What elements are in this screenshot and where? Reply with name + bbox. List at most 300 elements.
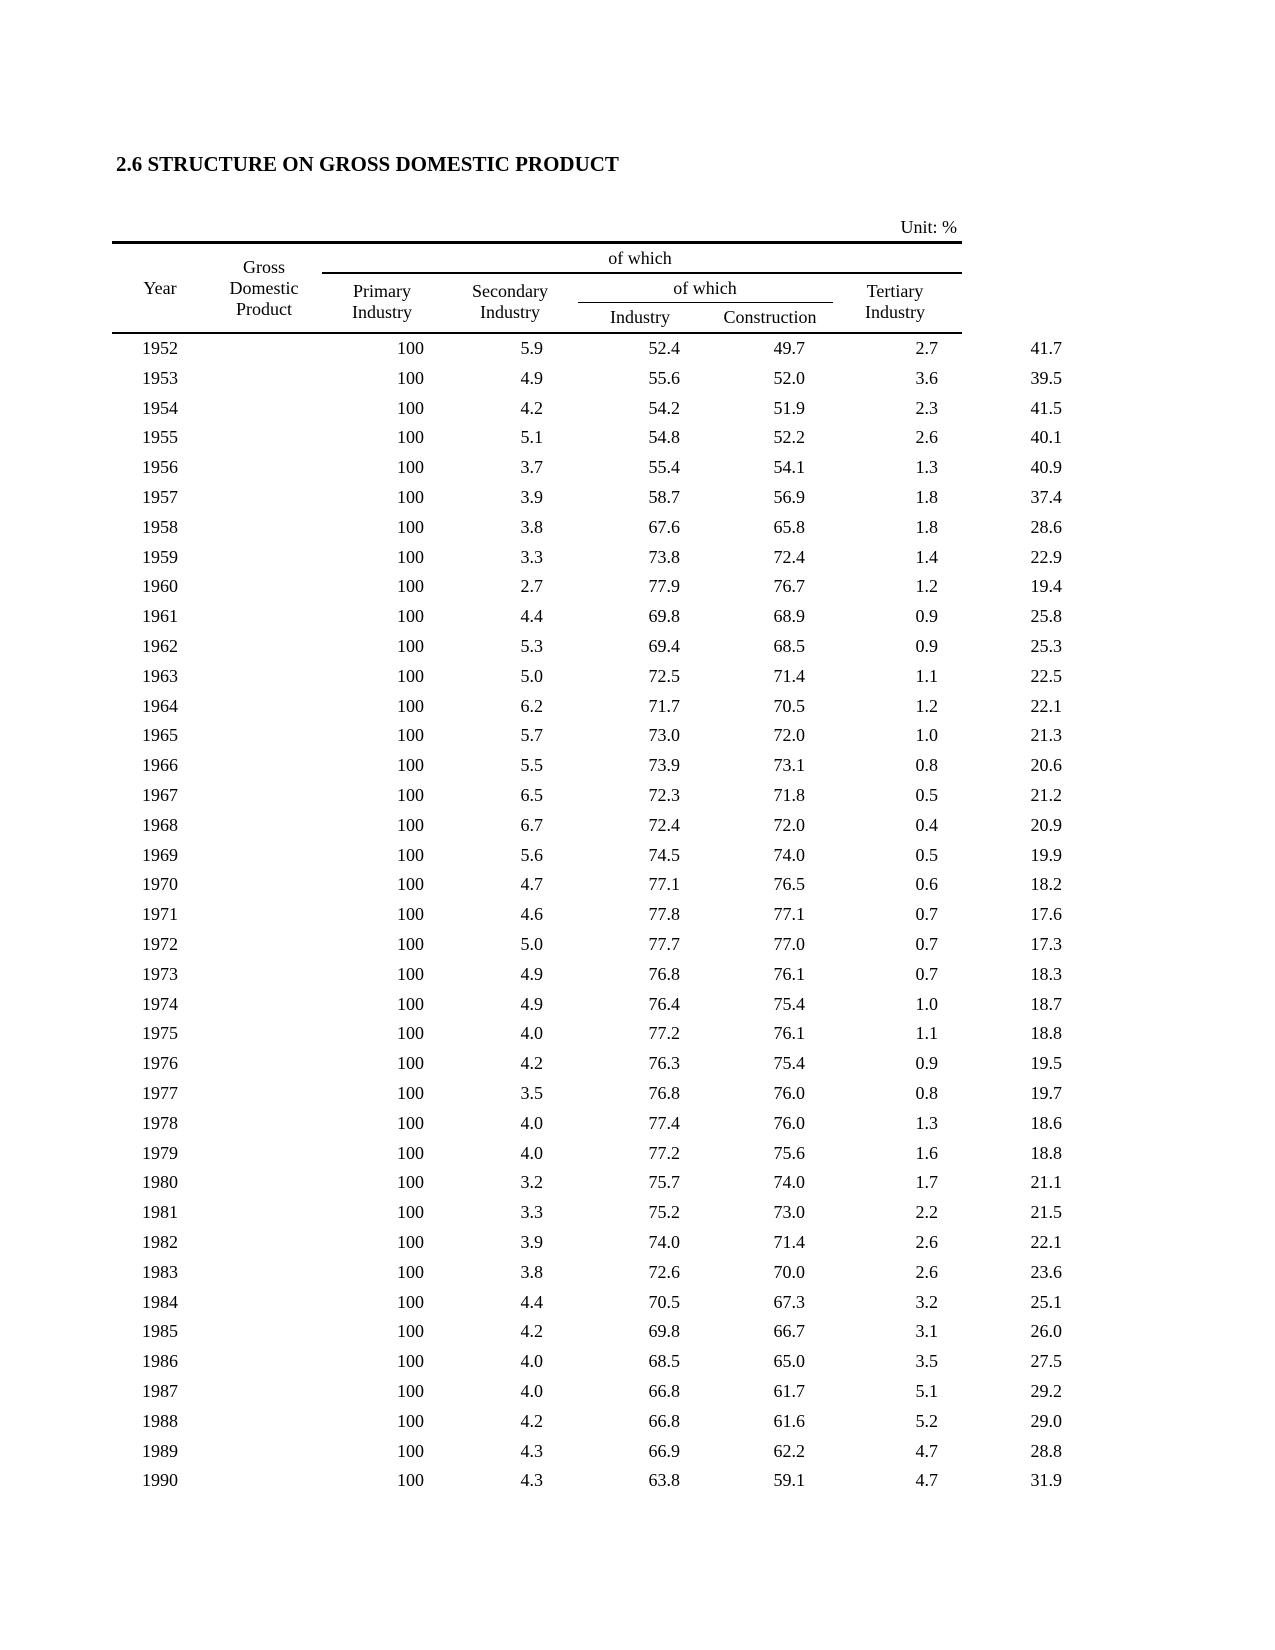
industry-cell: 49.7 [773,338,805,358]
table-row [112,393,1062,423]
secondary-cell: 69.8 [648,606,680,627]
tertiary-cell: 22.1 [1030,1232,1062,1252]
industry-cell: 71.8 [773,785,805,805]
secondary-cell: 74.5 [648,844,680,865]
construction-cell: 2.6 [915,427,938,448]
industry-cell: 65.0 [773,1351,805,1372]
primary-cell: 5.0 [520,665,543,686]
year-cell: 1965 [142,725,178,746]
table-row [112,840,1062,870]
table-row [112,1018,1062,1048]
gdp-cell: 100 [397,1172,424,1193]
primary-cell: 4.4 [520,1291,543,1312]
construction-cell: 2.6 [915,1261,938,1282]
table-row [112,1197,1062,1227]
table-row [112,1108,1062,1138]
table-row [112,869,1062,899]
table-row [112,780,1062,810]
year-cell: 1976 [142,1053,178,1074]
primary-cell: 5.9 [520,338,543,358]
secondary-cell: 73.8 [648,546,680,567]
primary-cell: 4.3 [520,1440,543,1461]
header-primary-line-1: Primary [353,281,411,301]
industry-cell: 75.4 [773,993,805,1014]
industry-cell: 61.7 [773,1381,805,1401]
tertiary-cell: 29.2 [1030,1381,1062,1401]
secondary-cell: 55.6 [648,367,680,388]
header-of-which: of which [608,248,672,268]
construction-cell: 1.3 [915,1112,938,1133]
industry-cell: 72.4 [773,546,805,567]
gdp-cell: 100 [397,695,424,716]
tertiary-cell: 39.5 [1030,367,1062,388]
tertiary-cell: 22.9 [1030,546,1062,567]
header-gdp [208,257,320,320]
industry-cell: 68.9 [773,606,805,627]
construction-cell: 4.7 [915,1440,938,1461]
construction-cell: 3.6 [915,367,938,388]
gdp-cell: 100 [397,397,424,418]
primary-cell: 3.2 [520,1172,543,1193]
year-cell: 1987 [142,1381,178,1401]
primary-cell: 5.1 [520,427,543,448]
gdp-cell: 100 [397,725,424,746]
gdp-cell: 100 [397,427,424,448]
construction-cell: 0.7 [915,934,938,954]
gdp-cell: 100 [397,1351,424,1372]
gdp-cell: 100 [397,1202,424,1223]
secondary-cell: 76.8 [648,963,680,984]
construction-cell: 0.7 [915,904,938,925]
gdp-cell: 100 [397,1440,424,1461]
primary-cell: 4.2 [520,1321,543,1342]
tertiary-cell: 28.6 [1030,516,1062,537]
construction-cell: 1.2 [915,576,938,597]
year-cell: 1972 [142,934,178,954]
table-row [112,482,1062,512]
construction-cell: 2.2 [915,1202,938,1223]
primary-cell: 3.9 [520,487,543,507]
secondary-cell: 54.2 [648,397,680,418]
table-top-rule [112,241,962,244]
primary-cell: 4.0 [520,1023,543,1044]
industry-cell: 76.1 [773,963,805,984]
table-row [112,1167,1062,1197]
industry-cell: 70.0 [773,1261,805,1282]
year-cell: 1988 [142,1410,178,1431]
year-cell: 1970 [142,874,178,895]
primary-cell: 4.9 [520,993,543,1014]
secondary-cell: 72.3 [648,785,680,805]
table-row [112,1257,1062,1287]
year-cell: 1974 [142,993,178,1014]
table-row [112,601,1062,631]
secondary-cell: 67.6 [648,516,680,537]
table-row [112,422,1062,452]
tertiary-cell: 21.3 [1030,725,1062,746]
table-row [112,929,1062,959]
table-row [112,1406,1062,1436]
table-row [112,1287,1062,1317]
year-cell: 1985 [142,1321,178,1342]
industry-cell: 76.1 [773,1023,805,1044]
table-row [112,1138,1062,1168]
industry-cell: 65.8 [773,516,805,537]
year-cell: 1973 [142,963,178,984]
table-row [112,1048,1062,1078]
gdp-cell: 100 [397,1083,424,1103]
construction-cell: 3.1 [915,1321,938,1342]
primary-cell: 4.2 [520,1410,543,1431]
secondary-cell: 55.4 [648,457,680,478]
primary-cell: 3.7 [520,457,543,478]
gdp-cell: 100 [397,665,424,686]
year-cell: 1967 [142,785,178,805]
table-row [112,661,1062,691]
header-secondary-line-2: Industry [480,302,540,322]
header-tertiary-line-1: Tertiary [866,281,924,301]
year-cell: 1979 [142,1142,178,1163]
tertiary-cell: 23.6 [1030,1261,1062,1282]
gdp-cell: 100 [397,606,424,627]
year-cell: 1986 [142,1351,178,1372]
industry-cell: 68.5 [773,636,805,656]
construction-cell: 0.6 [915,874,938,895]
primary-cell: 4.6 [520,904,543,925]
table-row [112,571,1062,601]
primary-cell: 4.0 [520,1381,543,1401]
gdp-cell: 100 [397,844,424,865]
tertiary-cell: 20.6 [1030,755,1062,776]
year-cell: 1981 [142,1202,178,1223]
header-primary [332,281,432,323]
gdp-cell: 100 [397,934,424,954]
construction-cell: 0.9 [915,1053,938,1074]
construction-cell: 3.2 [915,1291,938,1312]
table-row [112,750,1062,780]
gdp-cell: 100 [397,785,424,805]
year-cell: 1984 [142,1291,178,1312]
secondary-cell: 68.5 [648,1351,680,1372]
tertiary-cell: 18.8 [1030,1023,1062,1044]
tertiary-cell: 21.1 [1030,1172,1062,1193]
gdp-cell: 100 [397,1232,424,1252]
header-year: Year [143,278,177,298]
construction-cell: 1.6 [915,1142,938,1163]
industry-cell: 71.4 [773,1232,805,1252]
primary-cell: 4.0 [520,1142,543,1163]
primary-cell: 4.4 [520,606,543,627]
tertiary-cell: 17.6 [1030,904,1062,925]
primary-cell: 3.8 [520,516,543,537]
header-construction: Construction [723,307,817,327]
construction-cell: 1.0 [915,993,938,1014]
construction-cell: 1.8 [915,516,938,537]
tertiary-cell: 25.1 [1030,1291,1062,1312]
primary-cell: 2.7 [520,576,543,597]
construction-cell: 0.9 [915,636,938,656]
industry-cell: 62.2 [773,1440,805,1461]
gdp-cell: 100 [397,636,424,656]
construction-cell: 0.5 [915,785,938,805]
tertiary-cell: 29.0 [1030,1410,1062,1431]
secondary-cell: 76.4 [648,993,680,1014]
gdp-cell: 100 [397,457,424,478]
industry-cell: 72.0 [773,725,805,746]
construction-cell: 2.7 [915,338,938,358]
construction-cell: 0.8 [915,1083,938,1103]
primary-cell: 4.7 [520,874,543,895]
construction-cell: 0.9 [915,606,938,627]
industry-cell: 59.1 [773,1470,805,1491]
construction-cell: 4.7 [915,1470,938,1491]
secondary-cell: 77.2 [648,1023,680,1044]
year-cell: 1960 [142,576,178,597]
year-cell: 1961 [142,606,178,627]
table-row [112,1376,1062,1406]
table-row [112,363,1062,393]
secondary-cell: 76.8 [648,1083,680,1103]
tertiary-cell: 40.1 [1030,427,1062,448]
table-row [112,542,1062,572]
tertiary-cell: 41.5 [1030,397,1062,418]
secondary-cell: 63.8 [648,1470,680,1491]
primary-cell: 6.2 [520,695,543,716]
year-cell: 1990 [142,1470,178,1491]
tertiary-cell: 41.7 [1030,338,1062,358]
secondary-cell: 77.1 [648,874,680,895]
primary-cell: 4.9 [520,367,543,388]
tertiary-cell: 18.2 [1030,874,1062,895]
tertiary-cell: 18.8 [1030,1142,1062,1163]
industry-cell: 76.5 [773,874,805,895]
secondary-cell: 66.9 [648,1440,680,1461]
secondary-cell: 66.8 [648,1381,680,1401]
secondary-cell: 75.2 [648,1202,680,1223]
construction-cell: 1.4 [915,546,938,567]
year-cell: 1983 [142,1261,178,1282]
industry-cell: 72.0 [773,814,805,835]
header-tertiary [845,281,945,323]
header-industry: Industry [610,307,670,327]
year-cell: 1982 [142,1232,178,1252]
table-row [112,899,1062,929]
construction-cell: 1.3 [915,457,938,478]
unit-label: Unit: % [900,217,957,237]
primary-cell: 5.6 [520,844,543,865]
gdp-cell: 100 [397,1321,424,1342]
industry-cell: 76.0 [773,1083,805,1103]
industry-cell: 76.7 [773,576,805,597]
primary-cell: 4.2 [520,397,543,418]
primary-cell: 3.9 [520,1232,543,1252]
year-cell: 1980 [142,1172,178,1193]
gdp-cell: 100 [397,1381,424,1401]
industry-cell: 77.0 [773,934,805,954]
year-cell: 1958 [142,516,178,537]
construction-cell: 0.8 [915,755,938,776]
construction-cell: 2.6 [915,1232,938,1252]
table-row [112,512,1062,542]
tertiary-cell: 18.6 [1030,1112,1062,1133]
year-cell: 1978 [142,1112,178,1133]
tertiary-cell: 27.5 [1030,1351,1062,1372]
tertiary-cell: 21.2 [1030,785,1062,805]
table-row [112,1227,1062,1257]
primary-cell: 6.7 [520,814,543,835]
primary-cell: 4.2 [520,1053,543,1074]
header-of-which-sub: of which [673,278,737,298]
header-primary-line-2: Industry [352,302,412,322]
primary-cell: 5.5 [520,755,543,776]
industry-cell: 52.0 [773,367,805,388]
year-cell: 1966 [142,755,178,776]
year-cell: 1989 [142,1440,178,1461]
construction-cell: 1.7 [915,1172,938,1193]
secondary-cell: 52.4 [648,338,680,358]
industry-cell: 67.3 [773,1291,805,1312]
gdp-cell: 100 [397,576,424,597]
year-cell: 1956 [142,457,178,478]
primary-cell: 5.7 [520,725,543,746]
tertiary-cell: 25.8 [1030,606,1062,627]
secondary-of-which-rule [578,302,833,303]
secondary-cell: 71.7 [648,695,680,716]
tertiary-cell: 19.9 [1030,844,1062,865]
construction-cell: 1.2 [915,695,938,716]
gdp-cell: 100 [397,1291,424,1312]
table-row [112,810,1062,840]
secondary-cell: 76.3 [648,1053,680,1074]
table-row [112,720,1062,750]
secondary-cell: 69.8 [648,1321,680,1342]
tertiary-cell: 21.5 [1030,1202,1062,1223]
page-title: 2.6 STRUCTURE ON GROSS DOMESTIC PRODUCT [116,152,619,176]
secondary-cell: 66.8 [648,1410,680,1431]
secondary-cell: 72.5 [648,665,680,686]
year-cell: 1953 [142,367,178,388]
tertiary-cell: 18.3 [1030,963,1062,984]
gdp-cell: 100 [397,814,424,835]
table-row [112,631,1062,661]
primary-cell: 3.3 [520,546,543,567]
header-gdp-line-1: Gross [242,257,285,277]
secondary-cell: 73.9 [648,755,680,776]
table-row [112,1316,1062,1346]
tertiary-cell: 19.4 [1030,576,1062,597]
secondary-cell: 77.7 [648,934,680,954]
year-cell: 1969 [142,844,178,865]
gdp-cell: 100 [397,993,424,1014]
gdp-cell: 100 [397,874,424,895]
primary-cell: 3.3 [520,1202,543,1223]
header-gdp-line-3: Product [236,299,292,319]
gdp-cell: 100 [397,755,424,776]
table-row [112,1465,1062,1495]
industry-cell: 73.0 [773,1202,805,1223]
secondary-cell: 69.4 [648,636,680,656]
secondary-cell: 58.7 [648,487,680,507]
table-row [112,333,1062,363]
construction-cell: 5.2 [915,1410,938,1431]
tertiary-cell: 25.3 [1030,636,1062,656]
construction-cell: 1.0 [915,725,938,746]
tertiary-cell: 19.7 [1030,1083,1062,1103]
table-row [112,1436,1062,1466]
construction-cell: 1.8 [915,487,938,507]
tertiary-cell: 19.5 [1030,1053,1062,1074]
year-cell: 1955 [142,427,178,448]
industry-cell: 70.5 [773,695,805,716]
year-cell: 1963 [142,665,178,686]
primary-cell: 4.3 [520,1470,543,1491]
secondary-cell: 77.4 [648,1112,680,1133]
gdp-cell: 100 [397,1470,424,1491]
industry-cell: 61.6 [773,1410,805,1431]
gdp-cell: 100 [397,487,424,507]
secondary-cell: 72.6 [648,1261,680,1282]
tertiary-cell: 40.9 [1030,457,1062,478]
construction-cell: 1.1 [915,1023,938,1044]
industry-cell: 74.0 [773,1172,805,1193]
tertiary-cell: 20.9 [1030,814,1062,835]
table-row [112,989,1062,1019]
tertiary-cell: 18.7 [1030,993,1062,1014]
gdp-cell: 100 [397,1410,424,1431]
of-which-rule [322,272,962,274]
primary-cell: 4.0 [520,1112,543,1133]
industry-cell: 73.1 [773,755,805,776]
header-gdp-line-2: Domestic [229,278,299,298]
tertiary-cell: 22.5 [1030,665,1062,686]
industry-cell: 51.9 [773,397,805,418]
header-secondary [450,281,570,323]
gdp-cell: 100 [397,963,424,984]
gdp-cell: 100 [397,367,424,388]
tertiary-cell: 26.0 [1030,1321,1062,1342]
secondary-cell: 72.4 [648,814,680,835]
gdp-cell: 100 [397,338,424,358]
header-secondary-line-1: Secondary [472,281,548,301]
table-row [112,959,1062,989]
primary-cell: 3.8 [520,1261,543,1282]
industry-cell: 74.0 [773,844,805,865]
gdp-cell: 100 [397,1261,424,1282]
primary-cell: 6.5 [520,785,543,805]
gdp-cell: 100 [397,1053,424,1074]
secondary-cell: 73.0 [648,725,680,746]
year-cell: 1954 [142,397,178,418]
year-cell: 1962 [142,636,178,656]
year-cell: 1957 [142,487,178,507]
secondary-cell: 54.8 [648,427,680,448]
gdp-cell: 100 [397,516,424,537]
construction-cell: 0.7 [915,963,938,984]
tertiary-cell: 37.4 [1030,487,1062,507]
primary-cell: 5.3 [520,636,543,656]
construction-cell: 0.5 [915,844,938,865]
secondary-cell: 77.2 [648,1142,680,1163]
table-row [112,1078,1062,1108]
year-cell: 1964 [142,695,178,716]
tertiary-cell: 22.1 [1030,695,1062,716]
gdp-cell: 100 [397,1142,424,1163]
construction-cell: 3.5 [915,1351,938,1372]
secondary-cell: 75.7 [648,1172,680,1193]
table-row [112,1346,1062,1376]
primary-cell: 4.9 [520,963,543,984]
industry-cell: 75.4 [773,1053,805,1074]
